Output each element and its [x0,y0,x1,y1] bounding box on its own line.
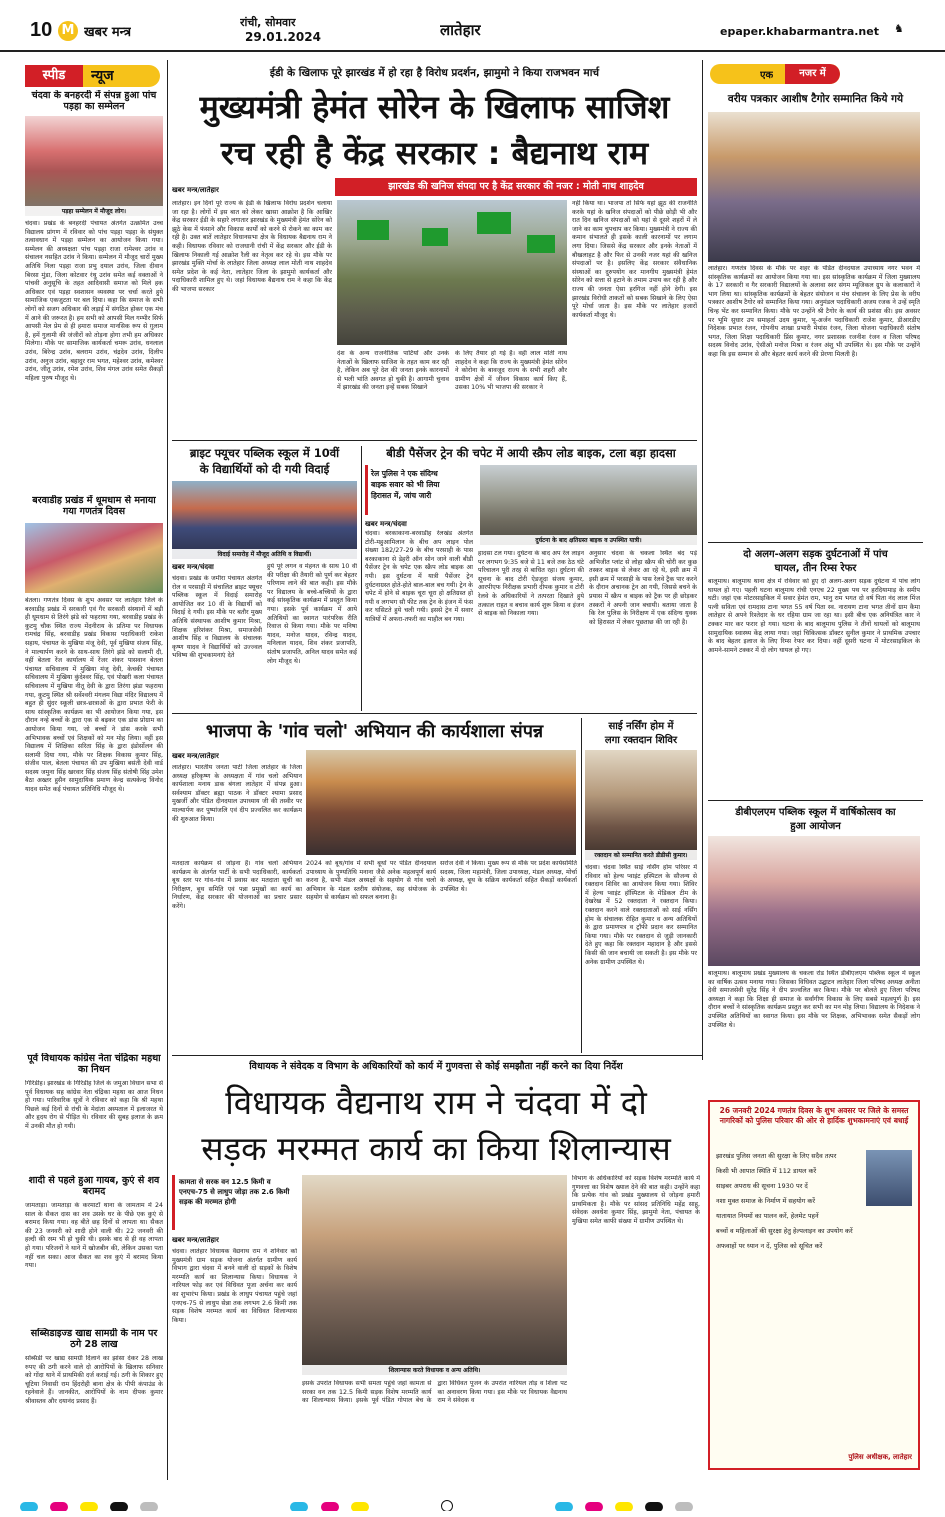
dot-black [110,1502,128,1511]
column-divider-left [167,60,168,1480]
bottom-caption: शिलान्यास करते विधायक व अन्य अतिथि। [302,1365,567,1375]
dot-magenta [321,1502,339,1511]
brief-2-photo [25,523,163,593]
lead-photo [337,200,567,345]
dot-black [645,1502,663,1511]
brief-3-headline: पूर्व विधायक कांग्रेस नेता चंद्रिका महथा का निधन [27,1053,161,1075]
bottom-headline-2: सड़क मरम्मत कार्य का किया शिलान्यास [201,1129,671,1168]
ad-list [716,1152,866,1432]
dot-grey [140,1502,158,1511]
dateline-place: रांची, सोमवार [240,16,296,29]
bottom-byline: खबर मन्त्र/लातेहार [172,1236,219,1244]
school-photo [172,481,357,559]
train-body-3: अनुसार चंदवा के चकला स्थित बंद पड़े अभिजीत प्लांट से लोहा स्क्रैप की चोरी कर कुछ तस्कर बाइक से लेकर आ रहे थे, इसी क्रम में इसी क्रम में परसाही के पास रेलवे ट्रैक पार करने के दौरान अचानक ट्रेन आ गयी, जिससे बचने के प्रयास में स्क्रैप व बाइक को ट्रैक पर ही छोड़कर तस्करों ने अपनी जान बचायी। बताया जाता है कि रेल पुलिस के निरीक्षण में एक संदिग्ध युवक को हिरासत में लेकर पूछताछ की जा रही है। [589,550,697,626]
lead-headline-1: मुख्यमंत्री हेमंत सोरेन के खिलाफ साजिश [199,88,670,126]
lead-body-1: लातेहार। इन दिनों पूरे राज्य के ईडी के खिलाफ विरोध प्रदर्शन चलाया जा रहा है। लोगों में इस बात को लेकर खासा आक्रोश है कि आखिर केंद्र सरकार ईडी के सहारे लगातार झारखंड के मुख्यमंत्री हेमंत सोरेन को झूठे केस में फंसाने और विकास कार्यों को करने से रोकने का काम कर रही है। उक्त बातें लातेहार विधानसभा क्षेत्र के विधायक बैद्यनाथ राम ने कही। विधायक रविवार को राजधानी रांची में केंद्र सरकार और ईडी के खिलाफ निकाली गई आक्रोश रैली का नेतृत्व कर रहे थे। इस मौके पर झारखंड मुक्ति मोर्चा के लातेहार जिला अध्यक्ष लाल मोती नाथ शाहदेव समेत प्रदेश के कई नेता, लातेहार जिला के झामुमो कार्यकर्ता और पदाधिकारी शामिल हुए थे। जहां विधायक बैद्यनाथ राम ने कहा कि केंद्र की भाजपा सरकार [172,200,332,293]
police-advertisement [708,1100,920,1470]
brief-5-headline: सब्सिडाइज्ड खाद्य सामग्री के नाम पर ठगे 28 लाख [30,1328,158,1350]
brief-5-body: सब्सिडी पर खाद्य सामग्री दिलाने का झांसा देकर 28 लाख रुपए की ठगी करने वाले दो आरोपियों के खिलाफ सनिवार को गोंदा थाने में प्राथमिकी दर्ज कराई गई। ठगी के शिकार हुए चूटिया निवासी राम हिंदरोही बाना क्षेत्र के पीपी कंपाउंड के रहनेवाले हैं। जानकीत, आरोपियों के नाम दीपक कुमार श्रीवास्तव और दयानंद प्रसाद हैं। [25,1355,163,1405]
column-divider-mid [361,446,362,711]
school-headline-1: ब्राइट फ्यूचर पब्लिक स्कूल में 10वीं [189,446,340,460]
bjp-headline: भाजपा के 'गांव चलो' अभियान की कार्यशाला संपन्न [205,721,544,742]
brief-2 [25,495,163,1050]
nursing-headline-1: साई नर्सिंग होम में [608,721,674,732]
rule-right-2 [708,800,923,801]
bjp-photo [306,750,576,855]
print-registration-dots [20,1497,925,1511]
school-body-1: चंदवा। प्रखंड के जमीरा पंचायत अंतर्गत रोल व परसाही में संचालित ब्राइट फ्यूचर पब्लिक स्कूल में विदाई समारोह आयोजित कर 10 वीं के विद्यार्थी को विदाई दे गयी। इस मौके पर बतौर मुख्य अतिथि संस्थापक आशीष कुमार मिश्रा, शिक्षक हरिशंकर मिश्रा, समाजसेवी आशीष सिंह व विद्यालय के संचालक कृष्ण यादव ने विद्यार्थियों को उज्ज्वल भविष्य की शुभकामनाएं देते [172,575,262,660]
ad-item: अफवाहों पर ध्यान न दें, पुलिस को सूचित करें [716,1242,823,1250]
dot-yellow [80,1502,98,1511]
dot-cyan [290,1502,308,1511]
right-story-1-headline: वरीय पत्रकार आशीष टैगोर सम्मानित किये गये [727,93,904,105]
bjp-body-2: मतदाता कार्यक्रम से जोड़ना है। गांव चलो अभियान कार्यक्रम के अंतर्गत पार्टी के सभी पदाधिकारी, कार्यकर्ता बूथ स्तर पर गांव-गांव में प्रवास कर मतदाता सूची का निरीक्षण, बूथ समिति एवं पन्ना प्रमुखों का कार्य का निर्धारण, केंद्र सरकार की योजनाओं का प्रचार प्रसार करेंगे। [172,860,302,910]
brief-2-body: बेतला। गणतंत्र दिवस के शुभ अवसर पर लातेहार जिले के बरवाडीह प्रखंड में सरकारी एवं गैर सरकारी संस्थानों में बड़ी ही धूमधाम से तिरंगे झंडे को फहराया गया, बरवाडीह प्रखंड के कुटमु चौक स्थित राज्य मेंदनीराय के प्रतिमा पर विधायक रामचंद्र सिंह, बरवाडीह प्रखंड विकास पदाधिकारी राकेश सहाय, पंचायत के मुखिया मंजू देवी, पूर्व मुखिया संजय सिंह, ने माल्यार्पण करने के साथ-साथ तिरंगे झंडे को सलामी दी, वहीं बेतला रेंज कार्यालय में रेंजर शंकर पासवान बेतला पंचायत सचिवालय में मुखिया मंजू देवी, केचकी पंचायत सचिवालय में मुखिया कुंदेश्वर सिंह, एवं पोखरी कला पंचायत सचिवालय में मुखिया नीतू देवी के द्वारा तिरंगा झंडा फहराया गया, कुटमु स्थित श्री सर्वेश्वरी मंगलम विद्या मंदिर विद्यालय में बहुत ही सुंदर स्कूली छात्र-छात्राओं के द्वारा प्रभात फेरी के साथ सांस्कृतिक कार्यक्रम का भी आयोजन किया गया, इस दौरान नन्हे बच्चों के द्वारा एक से बढ़कर एक डांस प्रोग्राम का आयोजन किया गया, जो बच्चों ने डांस करके सभी अभिभावक बच्चों एवं शिक्षकों को मन मोह लिया। वहीं इस विद्यालय में शिक्षिका सरिता सिंह के द्वारा इंडोर्सोलन की सलामी दिया गया, मौके पर शिक्षक विकास कुमार सिंह, संजीव पाल, बेतला पंचायत की उप मुखिया बसंती देवी वार्ड सदस्य जमुना सिंह खरवार सिंह संजय सिंह संतोषी सिंह उमेश बैठा अख्तर हुसैन सामुदायिक प्रमाण केन्द्र सत्यकेन्द्र विनोद यादव समेत कई पंचायत प्रतिनिधि मौजूद थे। [25,597,163,794]
train-body-2: हादसा टल गया। दुर्घटना के बाद अप रेल लाइन पर लगभग 9:35 बजे से 11 बजे तक ठेठ घंटे परिचालन पूरी तरह से बाधित रहा। दुर्घटना की सूचना के बाद टोरी ऐडजूदा संजय कुमार, आरपीएफ निरीक्षक प्रभारी दीपक कुमार व टोरी रेलवे के अधिकारियों ने तत्परता दिखाते हुये तत्काल राहत व बचाव कार्य शुरू किया व इंजन से बाइक को निकाला गया। [478,550,584,618]
brief-1 [25,90,163,490]
nursing-caption: रक्तदान को सम्मानित करते डीडीसी कुमार। [585,850,697,860]
brief-1-caption: पड़हा सम्मेलन में मौजूद लोग। [25,206,163,216]
ek-label: एक [760,70,774,81]
bottom-body-1: चंदवा। लातेहार विधायक वैद्यनाथ राम ने शनिवार को मुख्यमंत्री ग्राम सड़क योजना अंतर्गत ग्रामीण कार्य विभाग द्वारा चंदवा में बनने वाली दो सड़कों के विशेष मरम्मति कार्य का शिलान्यास किया। विधायक ने नारियल फोड़ कर एवं विधिवत पूजा अर्चना कर कार्य का शुभारंभ किया। प्रखंड के लाधुप पंचायत पहुंचे जहां एनएच-75 से लाधुप सेन्ना तक लगभग 2.6 किमी तक सड़क विशेष मरम्मत कार्य का विधिवत शिलान्यास किया। [172,1248,297,1324]
lead-photo-flag [357,220,389,240]
right-story-2-headline-1: दो अलग-अलग सड़क दुर्घटनाओं में पांच [743,549,888,560]
lead-kicker: ईडी के खिलाफ पूरे झारखंड में हो रहा है विरोध प्रदर्शन, झामुमो ने किया राजभवन मार्च [269,67,600,79]
section-title: लातेहार [440,21,481,39]
bjp-body-1: लातेहार। भारतीय जनता पार्टी जिला लातेहार के जिला अध्यक्ष हरिकृष्ण के अध्यक्षता में गांव चलो अभियान कार्यशाला मनाय डाक बंगला लातेहार में संपन्न हुआ। सर्वश्याम डॉक्टर ब्रह्मा पाठक ने डॉक्टर श्यामा प्रसाद मुखर्जी और पंडित दीनदयाल उपाध्याय जी की तस्वीर पर माल्यार्पण कर पुष्पांजलि एवं दीप प्रज्वलित कर कार्यक्रम की शुरुआत किया। [172,764,302,823]
lead-body-4: नहीं किया था। भाजपा तो सिर्फ यहां झूठ की राजनीति करके यहां के खनिज संपदाओं को पीछे छोड़ी भी और रात दिन खनिज संपदाओं को यहां से दूसरे शहरों में ले जाने का काम चुपचाप कर किया। मुख्यमंत्री ने राज्य की कमान संभालते ही इसके काली कारनामों पर लगाम लगा दिया। जिससे केंद्र सरकार और इनके नेताओं में बौखलाहट है और फिर से उनकी नजर यहां की खनिज संपदाओं पर है। इसलिए केंद्र सरकार संवैधानिक संस्थाओं का दुरुपयोग कर मानगीय मुख्यमंत्री हेमंत सोरेन को सत्ता से हटाने के तमाम उपाय कर रही है और राज्य की जनता ऐसा हरगिज नहीं होने देगी। इस झारखंड विरोधी ताकतों को सबक सिखाने के लिए ऐसा पूरे मोर्चा जाता है। इस मौके पर लातेहार हजारों कार्यकर्ता मौजूद थे। [572,200,697,319]
ad-title: 26 जनवरी 2024 गणतंत्र दिवस के शुभ अवसर पर जिले के समस्त नागरिकों को पुलिस परिवार की ओर से हार्दिक शुभकामनाएं एवं बधाई [719,1106,909,1125]
brief-4-headline: शादी से पहले हुआ गायब, कुएं से शव बरामद [28,1175,160,1197]
ad-item: यातायात नियमों का पालन करें, हेलमेट पहनें [716,1212,819,1220]
ad-item: बच्चों व महिलाओं की सुरक्षा हेतु हेल्पलाइन का उपयोग करें [716,1227,853,1235]
right-story-3-body: बालूमाथ। बालूमाथ प्रखंड मुख्यालय के चकला रोड स्थित डीबीएलएम पब्लिक स्कूल में स्कूल का वार्षिक उत्सव मनाया गया। जिसका विधिवत उद्घाटन लातेहार जिला परिषद अध्यक्ष अनीता देवी समाजसेवी सुरेंद्र सिंह ने दीप प्रज्वलित कर किया। मौके पर बोलते हुए जिला परिषद अध्यक्षा ने कहा कि शिक्षा ही समाज के सर्वांगीण विकास के लिए सबसे महत्वपूर्ण है। इस दौरान बच्चों ने सांस्कृतिक कार्यक्रम प्रस्तुत कर सभी का मन मोह लिया। विद्यालय के निदेशक ने उपस्थित अतिथियों का स्वागत किया। इस मौके पर शिक्षक, अभिभावक समेत सैकड़ों लोग उपस्थित थे। [708,970,920,1029]
rule-above-bottom [172,1055,702,1056]
brief-3-body: गिरिडीह। झारखंड के गिरिडीह जिले के जमुआ विधान सभा से पूर्व विधायक सह कांग्रेस नेता चंद्रिका महथा का आज निधन हो गया। पारिवारिक सूत्रों ने रविवार को कहा कि श्री महथा पिछले कई दिनों से रांची के मेदांता अस्पताल में इलाजरत थे और हृदय रोग से पीड़ित थे। रविवार की सुबह इलाज के क्रम में उनकी मौत हो गयी। [25,1080,163,1130]
bjp-byline: खबर मन्त्र/लातेहार [172,752,219,760]
ad-footer: पुलिस अधीक्षक, लातेहार [848,1453,912,1461]
school-byline: खबर मन्त्र/चंदवा [172,563,214,571]
right-story-3-photo [708,836,920,966]
dot-yellow [351,1502,369,1511]
train-body-1: चंदवा। बरकाकाना-बरवाडीह रेलखंड अंतर्गत टोरी-महुआमिलान के बीच अप लाइन पोल संख्या 182/27-29 के बीच परसाही के पास बरकाकाना से डेहरी ऑन सोन जाने वाली बीडी पैसेंजर ट्रेन के चपेट एक स्क्रैप लोड बाइक आ गयी। इस दुर्घटना में यात्री पैसेंजर ट्रेन दुर्घटनाग्रस्त होते-होते बाल-बाल बच गयी। ट्रेन के चपेट में होने से बाइक चूरा चूरा हो क्षतिग्रस्त हो गयी व लगभग सौ फीट तक ट्रेन के इंजन में फंस कर घसिटते हुये चली गयी। इससे ट्रेन में सवार यात्रियों में अफरा-तफरी का माहौल बन गया। [365,530,473,623]
bjp-body-3: 2024 को बूथ/गांव में सभी बूथों पर पंडित दीनदयाल उपाध्याय के पुण्यतिथि मनाना जैसे अनेक महत्वपूर्ण कार्य करना है, सभी मंडल अध्यक्षों के सहयोग से गांव चलो अभियान के मंडल स्तरीय संयोजक, सह संयोजक के सहयोग से कार्यक्रम को सफल बनाना है। [306,860,436,902]
right-story-1-photo [708,112,920,262]
lead-photo-flag [422,228,448,246]
registration-mark-icon [441,1500,453,1511]
epaper-url[interactable]: epaper.khabarmantra.net [720,25,879,38]
lead-photo-flag [477,212,511,234]
speed-news-word-2: न्यूज [91,68,114,84]
lead-headline-2: रच रही है केंद्र सरकार : बैद्यनाथ राम [220,134,649,172]
brief-4 [25,1175,163,1325]
dot-magenta [50,1502,68,1511]
school-body-2: हुये पूरे लगन व मेहनत के साथ 10 वीं की परीक्षा की तैयारी को पूर्ण कर बेहतर परिणाम लाने की बात कही। इस मौके पर विद्यालय के बच्चे-बच्चियों के द्वारा कई सांस्कृतिक कार्यक्रम में प्रस्तुत किया गया। इसके पूर्व कार्यक्रम में आये अतिथियों का स्वागत पारंपरिक रीति रिवाज से किया गया। मौके पर मनिषा यादव, मनोज यादव, रविन्द्र यादव, मनिलाल यादव, शिव शंकर प्रजापति, संतोष प्रजापति, अनिल यादव समेत कई लोग मौजूद थे। [267,563,357,665]
lead-photo-flag [527,235,555,253]
brand-name: खबर मन्त्र [84,25,132,40]
rule-under-train [172,713,697,714]
brief-1-body: चंदवा। प्रखंड के बनहरदी पंचायत अंतर्गत उत्क्रमित उच्च विद्यालय प्रांगण में रविवार को पांच पड़हा पड़हा के संयुक्त तत्वावधान में पड़हा सम्मेलन का आयोजन किया गया। सम्मेलन की अध्यक्षता पांच पड़हा राजा रामेश्वर उरांव व संचालन नसहित उरांव ने किया। सम्मेलन में मौजूद चारों मुख्य अतिथि निला पड़हा राजा प्रभु दयाल उरांव, जिला दीवान बिरसा मुंडा, जिला कोटवार रंथु उरांव समेत कई वक्ताओं ने पांचवी अनुसूचि के तहत आदिवासी समाज को मिले हक अधिकार एवं पड़हा स्वशासन व्यवस्था पर चर्चा करते हुये सामाजिक एकजुटता पर बल दिया। कहा कि समाज के सभी लोगों को सजग अधिकार की लड़ाई में संगठित होकर एक मंच में आने की जरूरत है। हम सभी को आपसी मिल गम्भीर सिर्फ आपसी मेल प्रेम से ही हमारा समाज मानसिक रूप से ग़ुलाम है, हमें गुलामी की जंजीरों को तोड़ना होगा तभी हम अधिकार मिलेगा। मौके पर सामाजिक कार्यकर्ता चमरू उरांव, धनलाल उरांव, बिरेन्द्र उरांव, बलराम उरांव, चंद्रदेव उरांव, दिलीप उरांव, अनुज उरांव, बहादुर राम भगत, महेश्वर उरांव, कमेश्वर उरांव, जीतू उरांव, रमेश उरांव, शिव मंगल उरांव समेत सैकड़ों महिला पुरुष मौजूद थे। [25,220,163,382]
brief-1-headline: चंदवा के बनहरदी में संपन्न हुआ पांच पड़हा का सम्मेलन [31,90,157,112]
column-divider-nursing [581,718,582,1053]
rule-right-1 [708,542,923,543]
speed-news-label [25,65,160,87]
mantra-logo-icon: M [58,21,78,41]
crest-icon: ♞ [894,22,904,35]
train-highlight-box [365,465,475,515]
bottom-kicker: विधायक ने संवेदक व विभाग के अधिकारियों को कार्य में गुणवत्ता से कोई समझौता नहीं करने का दिया निर्देश [249,1061,623,1072]
right-story-3-headline-1: डीबीएलएम पब्लिक स्कूल में वार्षिकोत्सव का [735,807,896,818]
brief-3 [25,1053,163,1173]
dot-cyan [20,1502,38,1511]
train-byline: खबर मन्त्र/चंदवा [365,520,407,528]
brief-4-body: जामताड़ा। जामताड़ा के करमाटाँ थाना के जामताम में 24 साल के सैकत दास का शव उसके घर के पीछे एक कुएं से बरामद किया गया। वह बीते छह दिनों से लापता था। सैकत की 23 जनवरी को शादी होने वाली थी। 22 जनवरी की हल्दी की रस्म भी हो चुकी थी। इसके बाद से ही वह लापता हो गया। परिजनों ने थाने में खोजबीन की, लेकिन उसका पता नहीं चल सका। आज सैकत का शव कुएं में बरामद किया गया। [25,1202,163,1270]
nursing-headline-2: लगा रक्तदान शिविर [604,735,678,746]
train-headline: बीडी पैसेंजर ट्रेन की चपेट में आयी स्क्रैप लोड बाइक, टला बड़ा हादसा [386,446,676,460]
train-photo [480,465,697,545]
train-caption: दुर्घटना के बाद क्षतिग्रस्त बाइक व उपस्थित यात्री। [480,535,697,545]
dot-grey [675,1502,693,1511]
right-story-2-headline-2: घायल, तीन रिम्स रेफर [774,563,857,574]
school-caption: विदाई समारोह में मौजूद अतिथि व विद्यार्थी। [172,549,357,559]
bottom-body-3: विभाग के अधिकारियों को सड़क विशेष मरम्मति कार्य में गुणवत्ता का विशेष ख्याल देने की बात कही। उन्होंने कहा कि प्रत्येक गांव को प्रखंड मुख्यालय से जोड़ना हमारी प्राथमिकता है। मौके पर सांसद प्रतिनिधि महेंद्र साहू, संवेदक अवधेश कुमार सिंह, झामुमो नेता, पंचायत के मुखिया समेत काफी संख्या में ग्रामीण उपस्थित थे। [572,1175,700,1225]
brief-2-headline: बरवाडीह प्रखंड में धूमधाम से मनाया गया गणतंत्र दिवस [32,495,156,517]
dot-cyan [555,1502,573,1511]
school-headline-2: के विद्यार्थियों को दी गयी विदाई [199,462,330,476]
nursing-photo [585,750,697,860]
nursing-body: चंदवा। चंदवा स्थित साई नर्सिंग होम परिसर में रविवार को हेल्थ प्वाइंट हस्पिटल के सौजन्य से रक्तदान शिविर का आयोजन किया गया। शिविर में हेल्थ प्वाइंट हॉस्पिटल के मेडिकल टीम के देखरेख में 52 रक्तदाता ने रक्तदान किया। रक्तदान करने वाले रक्तदाताओं को साई नर्सिंग होम के संचालक रोहित कुमार व अन्य अतिथियों के द्वारा प्रमाणपत्र व ट्रॉफी प्रदान कर सम्मानित किया गया। मौके पर रक्तदान से जुड़ी जानकारी देते हुए कहा कि रक्तदान महादान है और इससे किसी की जान बचायी जा सकती है। इस मौके पर अनेक ग्रामीण उपस्थित थे। [585,864,697,966]
ad-item: नशा मुक्त समाज के निर्माण में सहयोग करें [716,1197,816,1205]
ad-portrait [866,1150,912,1206]
bottom-body-2: इसके उपरांत विधायक सभी समता पहुंचे जहां कामता से सरका वन तक 12.5 किमी सड़क विशेष मरम्मति कार्य का शिलान्यास किया। इसके पूर्व पंडित गोपाल बेच के द्वारा विधिवत पूजन के उपरांत नारियल तोड़ व शिला पट का अनावरण किया गया। इस मौके पर विधायक वैद्यनाथ राम ने संवेदक व [302,1380,567,1405]
page-number: 10 [30,19,53,41]
ad-item: साइबर अपराध की सूचना 1930 पर दें [716,1182,808,1190]
right-story-1-body: लातेहार। गणतंत्र दिवस के मौके पर शहर के पंडित दीनदयाल उपाध्याय नगर भवन में सांस्कृतिक कार्यक्रमों का आयोजन किया गया था। इस सांस्कृतिक कार्यक्रम में जिला मुख्यालय के 17 सरकारी व गैर सरकारी विद्यालयों के अलावा स्वर संगम म्यूजिकल ग्रुप के कलाकारों ने भाग लिया था। सांस्कृतिक कार्यक्रमों के बेहतर संयोजन व मंच संचालन के लिए प्रेस के वरीय पत्रकार आशीष टैगोर को सम्मानित किया गया। अनुमंडल पदाधिकारी अजय रजक ने उन्हें स्मृति चिन्ह भेंट कर सम्मानित किया। मौके पर उन्होंने श्री टैगोर के कार्य की प्रशंसा की। इस अवसर पर भूमि सुधार उप समाहर्ता उदय कुमार, भू-अर्जन पदाधिकारी राजेश कुमार, डीआरडीए निदेशक प्रभात रंजन, गोपनीय शाखा प्रभारी मेयांस रंजन, जिला योजना पदाधिकारी संतोष भगत, जिला शिक्षा पदाधिकारी प्रिंस कुमार, नगर प्रशासक रजनीश रंजन व जिला परिषद सदस्य विनोद उरांव, ऐसीओ मनोज मिश्रा व रंजन अंशु भी उपस्थित थे। इस मौके पर उन्होंने कहा कि इस सम्मान से और बेहतर कार्य करने की प्रेरणा मिलती है। [708,265,920,358]
speed-news-word-1: स्पीड [25,65,83,87]
train-highlight-2: बाइक सवार को भी लिया [371,480,440,489]
brief-5 [25,1328,163,1478]
bottom-photo [302,1175,567,1375]
dot-magenta [585,1502,603,1511]
lead-byline: खबर मन्त्र/लातेहार [172,186,219,194]
nazar-label: नजर में [785,64,840,84]
brief-1-photo [25,116,163,216]
rule-under-lead [172,440,697,441]
dot-yellow [615,1502,633,1511]
ad-item: झारखंड पुलिस जनता की सुरक्षा के लिए सदैव तत्पर [716,1152,837,1160]
bottom-headline-1: विधायक वैद्यनाथ राम ने चंदवा में दो [225,1083,647,1122]
ek-nazar-label [710,64,840,84]
ad-item: किसी भी आपात स्थिति में 112 डायल करें [716,1167,817,1175]
train-highlight-1: रेल पुलिस ने एक संदिग्ध [371,469,438,478]
lead-body-3: के लिए तैयार हो गई है। वहीं लाल मोती नाथ शाहदेव ने कहा कि राज्य के मुख्यमंत्री हेमंत सोरेन ने कोरोना के बावजूद राज्य के सभी शहरी और ग्रामीण क्षेत्रों में जीवन विकास कार्य किए हैं, उसका 10% भी भाजपा की सरकार ने [455,350,567,392]
column-divider-right [702,60,703,1060]
bottom-box: कामता से सरक वन 12.5 किमी व एनएच-75 से लाधुप जोड़ा तक 2.6 किमी सड़क की मरम्मत होगी [172,1175,297,1230]
train-highlight-3: हिरासत में, जांच जारी [371,491,432,500]
lead-body-2: देश के अन्य राजनीतिक पार्टियों और उनके नेताओं के खिलाफ साजिश के तहत काम कर रही है, लेकिन अब पूरे देश की जनता इनके कारनामों से भली भांति अवगत हो चुकी है। आगामी चुनाव में झारखंड की जनता इन्हें सबक सिखाने [337,350,449,392]
lead-subheadline: झारखंड की खनिज संपदा पर है केंद्र सरकार की नजर : मोती नाथ शाहदेव [335,178,697,196]
dateline-date: 29.01.2024 [245,30,321,44]
bjp-body-4: सरोज देवी ने किया। मुख्य रूप से मौके पर प्रदेश कार्यसमिति सदस्य, जिला महामंत्री, जिला उपाध्यक्ष, मंडल अध्यक्ष, मोर्चा के अध्यक्ष, बूथ के सक्रिय कार्यकर्ता सहित सैकड़ों कार्यकर्ता उपस्थित थे। [440,860,577,893]
masthead [0,0,945,52]
right-story-3-headline-2: हुआ आयोजन [790,821,841,832]
right-story-2-body: बालूमाथ। बालूमाथ थाना क्षेत्र में रविवार को हुए दो अलग-अलग सड़क दुर्घटना में पांच लोग घायल हो गए। पहली घटना बालूमाथ रांची एनएच 22 मुख्य पथ पर हरदियामाड़ के समीप घटी। जहां एक मोटरसाइकिल में सवार हेमंत राम, भानु राम भगत दो वर्ष पिता नंद लाल मिंज पत्नी सविता एवं रामदास टाना भगत 55 वर्ष पिता स्व. नारायण टाना भगत तीनों ग्राम कैमा लातेहार से अपने रिश्तेदार के घर रहिया ग्राम जा रहा था। इसी बीच एक अनियंत्रित कार ने टक्कर मार कर फरार हो गया। घटना के बाद बालूमाथ पुलिस ने तीनों घायलों को बालूमाथ सामुदायिक स्वास्थ्य केंद्र लाया गया। जहां चिकित्सक डॉक्टर सुनील कुमार ने प्राथमिक उपचार के बाद बेहतर इलाज के लिए रिम्स रेफर कर दिया। वहीं दूसरी घटना में मोटरसाइकिल के आमने-सामने टक्कर में दो लोग घायल हो गए। [708,578,920,654]
